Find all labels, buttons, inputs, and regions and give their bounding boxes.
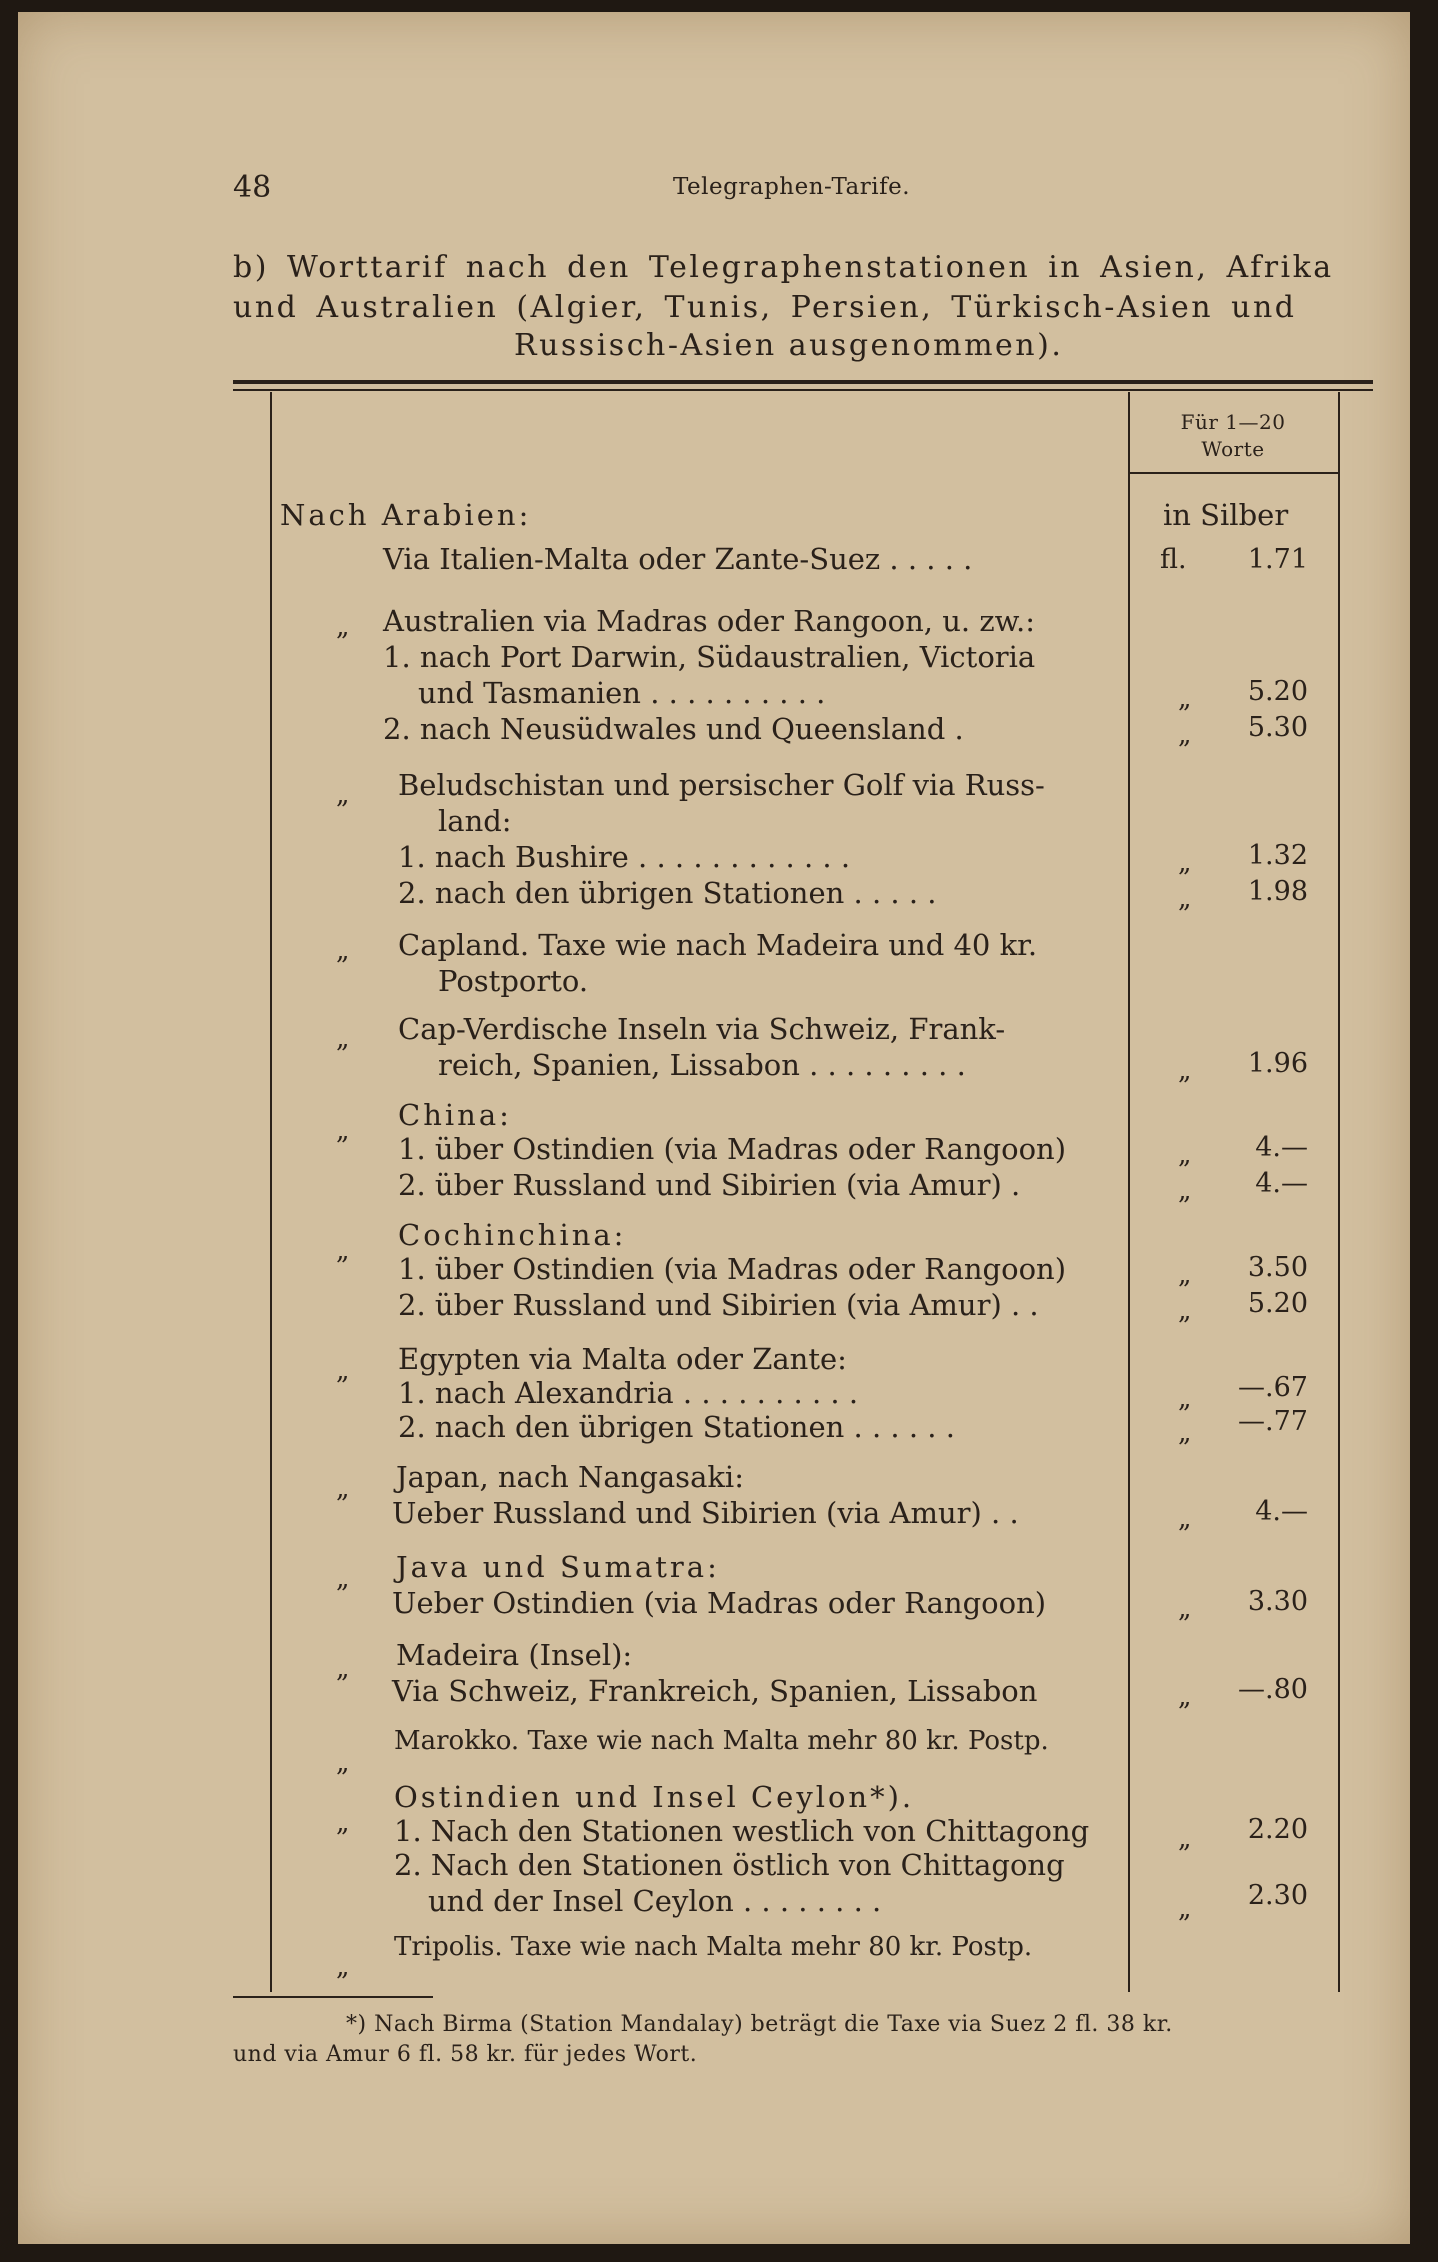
price-beludschistan-1: 1.32 [1247, 840, 1308, 871]
row-cochinchina-1: 1. über Ostindien (via Madras oder Rangoon) [398, 1252, 1067, 1286]
row-cochinchina-2: 2. über Russland und Sibirien (via Amur) . . [398, 1288, 1039, 1322]
row-beludschistan-2: 2. nach den übrigen Stationen . . . . . [398, 876, 937, 910]
ditto-mark: „ [1178, 1296, 1192, 1326]
row-java-1: Ueber Ostindien (via Madras oder Rangoon) [392, 1586, 1047, 1620]
ditto-mark: „ [336, 780, 350, 810]
row-japan-title: Japan, nach Nangasaki: [396, 1460, 744, 1494]
ditto-mark: „ [336, 1654, 350, 1684]
ditto-mark: „ [336, 936, 350, 966]
row-ostindien-title: Ostindien und Insel Ceylon*). [394, 1780, 915, 1814]
ditto-mark: „ [1178, 1682, 1192, 1712]
table-right-rule [1338, 392, 1340, 1992]
ditto-mark: „ [1178, 1418, 1192, 1448]
ditto-mark: „ [1178, 1894, 1192, 1924]
currency-label: in Silber [1163, 498, 1289, 532]
price-egypten-2: —.77 [1238, 1406, 1308, 1437]
column-header-line-1: Für 1—20 [1180, 410, 1286, 434]
ditto-mark: „ [336, 1474, 350, 1504]
ditto-mark: „ [1178, 684, 1192, 714]
row-egypten-1: 1. nach Alexandria . . . . . . . . . . [398, 1376, 859, 1410]
ditto-mark: „ [1178, 1504, 1192, 1534]
price-egypten-1: —.67 [1238, 1372, 1308, 1403]
row-nach-arabien: Nach Arabien: [280, 498, 532, 532]
page [18, 12, 1410, 2244]
page-number: 48 [233, 170, 272, 205]
ditto-mark: „ [1178, 848, 1192, 878]
row-ostindien-2a: 2. Nach den Stationen östlich von Chittagong [394, 1848, 1065, 1882]
price-china-2: 4.— [1255, 1168, 1308, 1199]
heading-line-2: und Australien (Algier, Tunis, Persien, Türkisch-Asien und [233, 290, 1297, 325]
row-china-2: 2. über Russland und Sibirien (via Amur) . [398, 1168, 1021, 1202]
price-australien-1: 5.20 [1247, 676, 1308, 707]
ditto-mark: „ [1178, 1824, 1192, 1854]
row-japan-1: Ueber Russland und Sibirien (via Amur) . . [392, 1496, 1019, 1530]
footnote-rule [233, 1996, 433, 1998]
ditto-mark: „ [336, 1952, 350, 1982]
ditto-mark: „ [336, 1236, 350, 1266]
price-java: 3.30 [1247, 1586, 1308, 1617]
ditto-mark: „ [336, 1024, 350, 1054]
row-australien-2: 2. nach Neusüdwales und Queensland . [383, 712, 964, 746]
row-australien-1b: und Tasmanien . . . . . . . . . . [418, 676, 826, 710]
price-beludschistan-2: 1.98 [1247, 876, 1308, 907]
table-top-rule [233, 380, 1373, 384]
ditto-mark: „ [1178, 1176, 1192, 1206]
price-japan: 4.— [1255, 1496, 1308, 1527]
ditto-mark: „ [336, 1748, 350, 1778]
heading-line-1: b) Worttarif nach den Telegraphenstationen in Asien, Afrika [233, 250, 1334, 285]
row-marokko: Marokko. Taxe wie nach Malta mehr 80 kr. Postp. [394, 1726, 1049, 1756]
price-cochinchina-2: 5.20 [1247, 1288, 1308, 1319]
row-beludschistan-a: Beludschistan und persischer Golf via Russ- [398, 768, 1045, 802]
price-ostindien-2: 2.30 [1247, 1880, 1308, 1911]
ditto-mark: „ [1178, 1056, 1192, 1086]
row-capverde-a: Cap-Verdische Inseln via Schweiz, Frank- [398, 1012, 1006, 1046]
row-beludschistan-b: land: [438, 804, 512, 838]
row-australien-title: Australien via Madras oder Rangoon, u. zw.: [383, 604, 1035, 638]
column-header-line-2: Worte [1201, 437, 1265, 461]
row-australien-1a: 1. nach Port Darwin, Südaustralien, Victoria [383, 640, 1036, 674]
heading-line-3: Russisch-Asien ausgenommen). [514, 328, 1064, 363]
price-capverde: 1.96 [1247, 1048, 1308, 1079]
row-capland-b: Postporto. [438, 964, 589, 998]
ditto-mark: „ [1178, 720, 1192, 750]
row-egypten-2: 2. nach den übrigen Stationen . . . . . . [398, 1410, 955, 1444]
ditto-mark: „ [336, 1808, 350, 1838]
price-arabien: 1.71 [1247, 544, 1308, 575]
row-capverde-b: reich, Spanien, Lissabon . . . . . . . . . [438, 1048, 966, 1082]
row-cochinchina-title: Cochinchina: [398, 1218, 627, 1252]
running-head: Telegraphen-Tarife. [673, 174, 911, 200]
row-arabien-via: Via Italien-Malta oder Zante-Suez . . . . . [383, 542, 973, 576]
row-beludschistan-1: 1. nach Bushire . . . . . . . . . . . . [398, 840, 851, 874]
row-madeira-1: Via Schweiz, Frankreich, Spanien, Lissabon [392, 1674, 1038, 1708]
ditto-mark: „ [336, 1116, 350, 1146]
row-capland-a: Capland. Taxe wie nach Madeira und 40 kr. [398, 928, 1038, 962]
price-china-1: 4.— [1255, 1132, 1308, 1163]
ditto-mark: „ [1178, 1260, 1192, 1290]
ditto-mark: „ [1178, 1140, 1192, 1170]
row-ostindien-1: 1. Nach den Stationen westlich von Chittagong [394, 1814, 1090, 1848]
row-ostindien-2b: und der Insel Ceylon . . . . . . . . [428, 1884, 882, 1918]
ditto-mark: „ [1178, 884, 1192, 914]
ditto-mark: „ [336, 1564, 350, 1594]
row-java-title: Java und Sumatra: [396, 1550, 720, 1584]
row-china-title: China: [398, 1098, 512, 1132]
price-cochinchina-1: 3.50 [1247, 1252, 1308, 1283]
ditto-mark: „ [1178, 1384, 1192, 1414]
ditto-mark: „ [1178, 1594, 1192, 1624]
column-header-rule [1128, 472, 1338, 474]
row-china-1: 1. über Ostindien (via Madras oder Rangoon) [398, 1132, 1067, 1166]
footnote-line-1: *) Nach Birma (Station Mandalay) beträgt die Taxe via Suez 2 fl. 38 kr. [346, 2012, 1173, 2037]
row-madeira-title: Madeira (Insel): [396, 1638, 633, 1672]
footnote-line-2: und via Amur 6 fl. 58 kr. für jedes Wort. [233, 2042, 698, 2067]
ditto-mark: „ [336, 1356, 350, 1386]
row-egypten-title: Egypten via Malta oder Zante: [398, 1342, 847, 1376]
price-ostindien-1: 2.20 [1247, 1814, 1308, 1845]
table-column-rule [1128, 392, 1130, 1992]
price-madeira: —.80 [1238, 1674, 1308, 1705]
row-tripolis: Tripolis. Taxe wie nach Malta mehr 80 kr. Postp. [394, 1932, 1033, 1962]
table-left-rule [270, 392, 272, 1992]
ditto-mark: „ [336, 612, 350, 642]
table-top-rule-thin [233, 389, 1373, 391]
price-australien-2: 5.30 [1247, 712, 1308, 743]
currency-unit: fl. [1160, 544, 1187, 575]
